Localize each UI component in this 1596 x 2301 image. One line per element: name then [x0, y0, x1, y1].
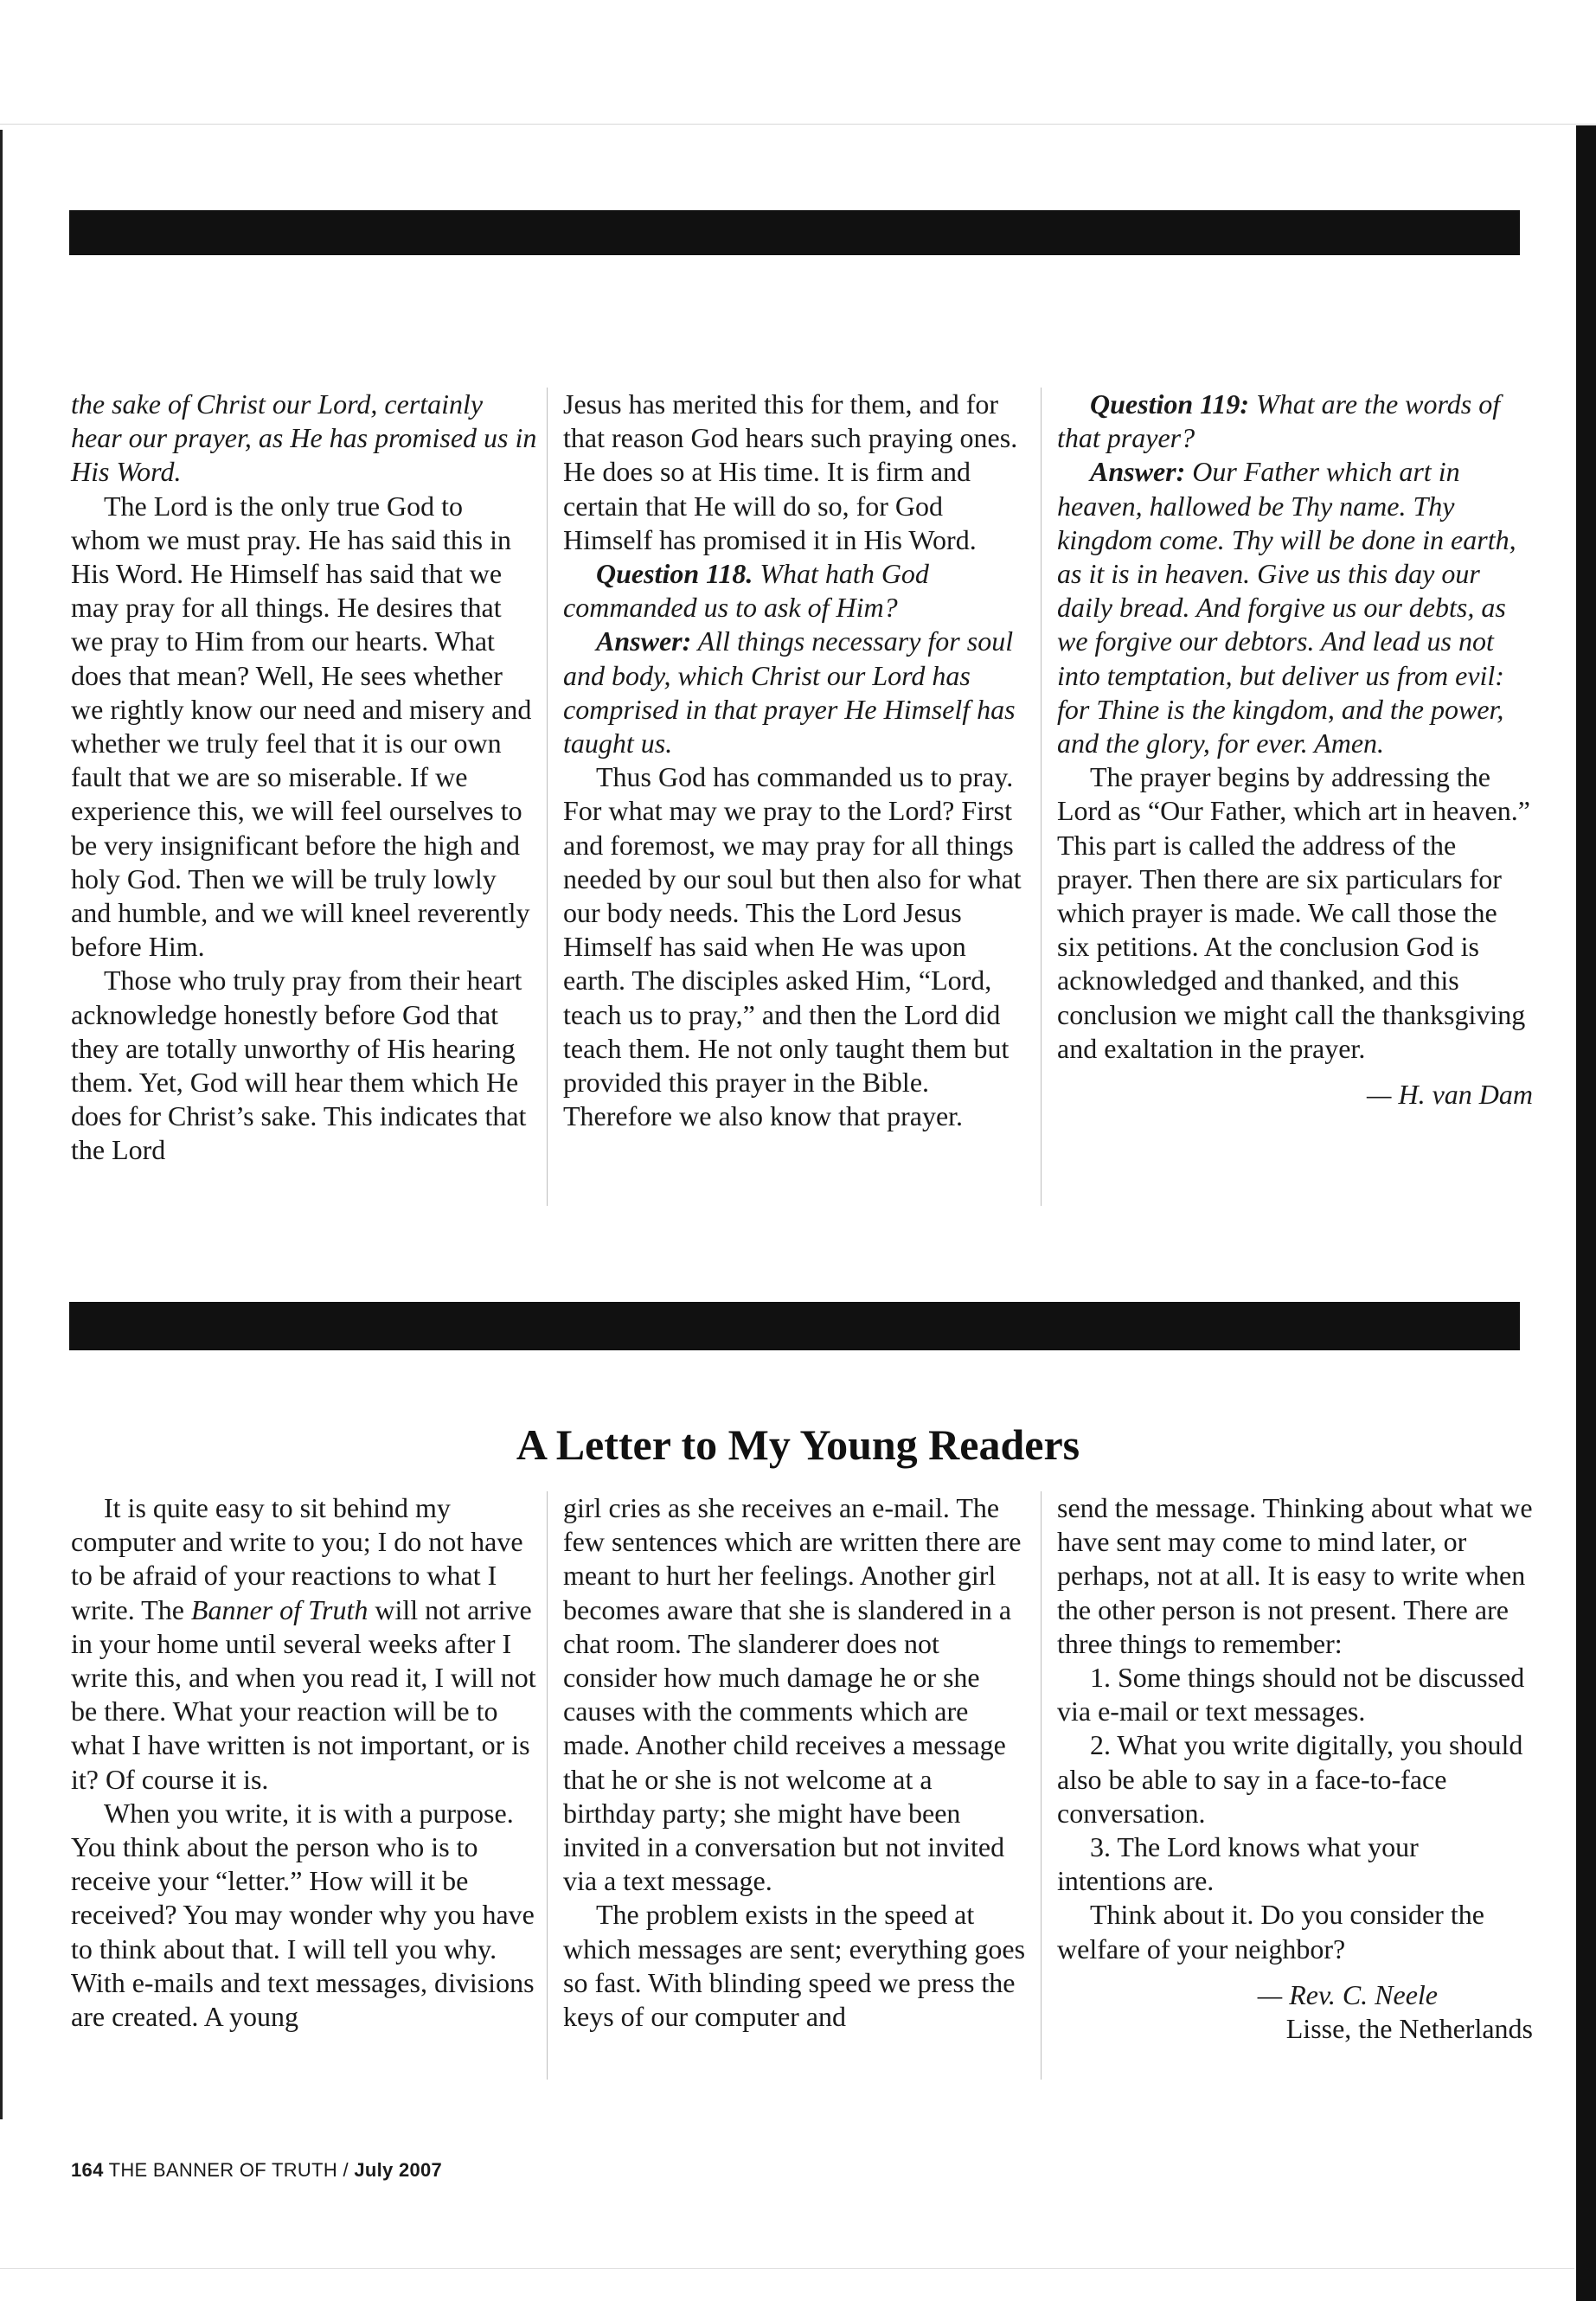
question-118 — [563, 557, 1030, 625]
header-bar-top — [69, 210, 1520, 255]
top-rule — [0, 124, 1596, 125]
answer-label: Answer: — [596, 625, 692, 657]
list-item: 1. Some things should not be discussed via e-mail or text messages. — [1057, 1662, 1525, 1727]
article1-column-3 — [1057, 388, 1533, 1112]
article2-col3-para2: Think about it. Do you consider the welfare of your neighbor? — [1057, 1899, 1484, 1965]
answer-text: All things necessary for soul and body, which Christ our Lord has comprised in that prayer He Himself has taught us. — [563, 625, 1016, 760]
article2-column-3 — [1057, 1491, 1533, 2046]
question-119 — [1057, 388, 1533, 455]
issue-date: July 2007 — [354, 2159, 443, 2181]
bottom-rule — [0, 2268, 1574, 2269]
article2-col1-para2: When you write, it is with a purpose. You think about the person who is to receive your “letter.” How will it be received? You may wonder why you have to think about that. I will tell you why. With e-mails and text messages, divisions are created. A young — [71, 1797, 535, 2033]
article2-column-2 — [563, 1491, 1030, 2034]
column-divider — [1041, 1491, 1042, 2080]
answer-118 — [563, 625, 1030, 760]
article2-signature: — Rev. C. Neele — [1257, 1978, 1438, 2010]
article2-col1-para1: It is quite easy to sit behind my computer and write to you; I do not have to be afraid of your reactions to what I write. The Banner of Truth will not arrive in your home until several weeks after I write this, and when you read it, I will not be there. What your reaction will be to what I have written is not important, or is it? Of course it is. — [71, 1492, 536, 1795]
answer-text: Our Father which art in heaven, hallowed be Thy name. Thy kingdom come. Thy will be done in earth, as it is in heaven. Give us this day our daily bread. And forgive us our debts, as we forgive our debtors. And lead us not into temptation, but deliver us from evil: for Thine is the kingdom, and the power, and the glory, for ever. Amen. — [1057, 456, 1516, 760]
question-label: Question 119: — [1090, 388, 1250, 420]
article1-column-2 — [563, 388, 1030, 1133]
article-title: A Letter to My Young Readers — [516, 1420, 1080, 1469]
author-location: Lisse, the Netherlands — [1285, 2013, 1533, 2045]
question-text: What are the words of that prayer? — [1057, 388, 1501, 454]
scan-edge-right — [1576, 125, 1596, 2301]
question-text: What hath God commanded us to ask of Him? — [563, 558, 929, 624]
article2-col2-para1: girl cries as she receives an e-mail. The few sentences which are written there are meant to hurt her feelings. Another girl becomes aware that she is slandered in a chat room. The slanderer does not consider how much damage he or she causes with the comments which are made. Another child receives a message that he or she is not welcome at a birthday party; she might have been invited in a conversation but not invited via a text message. — [563, 1492, 1022, 1897]
answer-119 — [1057, 455, 1533, 760]
scan-edge-left — [0, 130, 3, 2119]
list-item: 2. What you write digitally, you should also be able to say in a face-to-face conversation. — [1057, 1729, 1523, 1829]
column-divider — [547, 388, 548, 1206]
footer-separator: / — [343, 2159, 349, 2181]
article2-col3-para1: send the message. Thinking about what we have sent may come to mind later, or perhaps, not at all. It is easy to write when the other person is not present. There are three things to remember: — [1057, 1492, 1533, 1659]
article2-column-1 — [71, 1491, 538, 2034]
page-footer — [71, 2159, 442, 2182]
publication-name: Banner of Truth — [190, 1593, 369, 1625]
list-item: 3. The Lord knows what your intentions are. — [1057, 1831, 1419, 1897]
article1-column-1 — [71, 388, 538, 1168]
column-divider — [547, 1491, 548, 2080]
publication-title: THE BANNER OF TRUTH — [108, 2159, 338, 2181]
article1-col1-para3: Those who truly pray from their heart acknowledge honestly before God that they are totally unworthy of His hearing them. Yet, God will hear them which He does for Christ’s sake. This indicates that the Lord — [71, 965, 527, 1166]
article1-col1-para2: The Lord is the only true God to whom we must pray. He has said this in His Word. He Himself has said that we may pray for all things. He desires that we pray to Him from our hearts. What does that mean? Well, He sees whether we rightly know our need and misery and whether we truly feel that it is our own fault that we are so miserable. If we experience this, we will feel ourselves to be very insignificant before the high and holy God. Then we will be truly lowly and humble, and we will kneel reverently before Him. — [71, 490, 532, 963]
article1-col1-para1: the sake of Christ our Lord, certainly hear our prayer, as He has promised us in His Word. — [71, 388, 537, 488]
article1-col3-para1: The prayer begins by addressing the Lord as “Our Father, which art in heaven.” This part is called the address of the prayer. Then there are six particulars for which prayer is made. We call those the six petitions. At the conclusion God is acknowledged and thanked, and this conclusion we might call the thanksgiving and exaltation in the prayer. — [1057, 761, 1530, 1064]
page-number: 164 — [71, 2159, 104, 2181]
question-label: Question 118. — [596, 558, 753, 590]
header-bar-middle — [69, 1302, 1520, 1350]
article2-col2-para2: The problem exists in the speed at which messages are sent; everything goes so fast. With blinding speed we press the keys of our computer and — [563, 1899, 1026, 2033]
answer-label: Answer: — [1090, 456, 1186, 488]
column-divider — [1041, 388, 1042, 1206]
article1-signature: — H. van Dam — [1367, 1079, 1533, 1111]
article1-col2-para2: Thus God has commanded us to pray. For what may we pray to the Lord? First and foremost, we may pray for all things needed by our soul but then also for what our body needs. This the Lord Jesus Himself has said when He was upon earth. The disciples asked Him, “Lord, teach us to pray,” and then the Lord did teach them. He not only taught them but provided this prayer in the Bible. Therefore we also know that prayer. — [563, 761, 1022, 1132]
article1-col2-para1: Jesus has merited this for them, and for that reason God hears such praying ones. He does so at His time. It is firm and certain that He will do so, for God Himself has promised it in His Word. — [563, 388, 1018, 555]
